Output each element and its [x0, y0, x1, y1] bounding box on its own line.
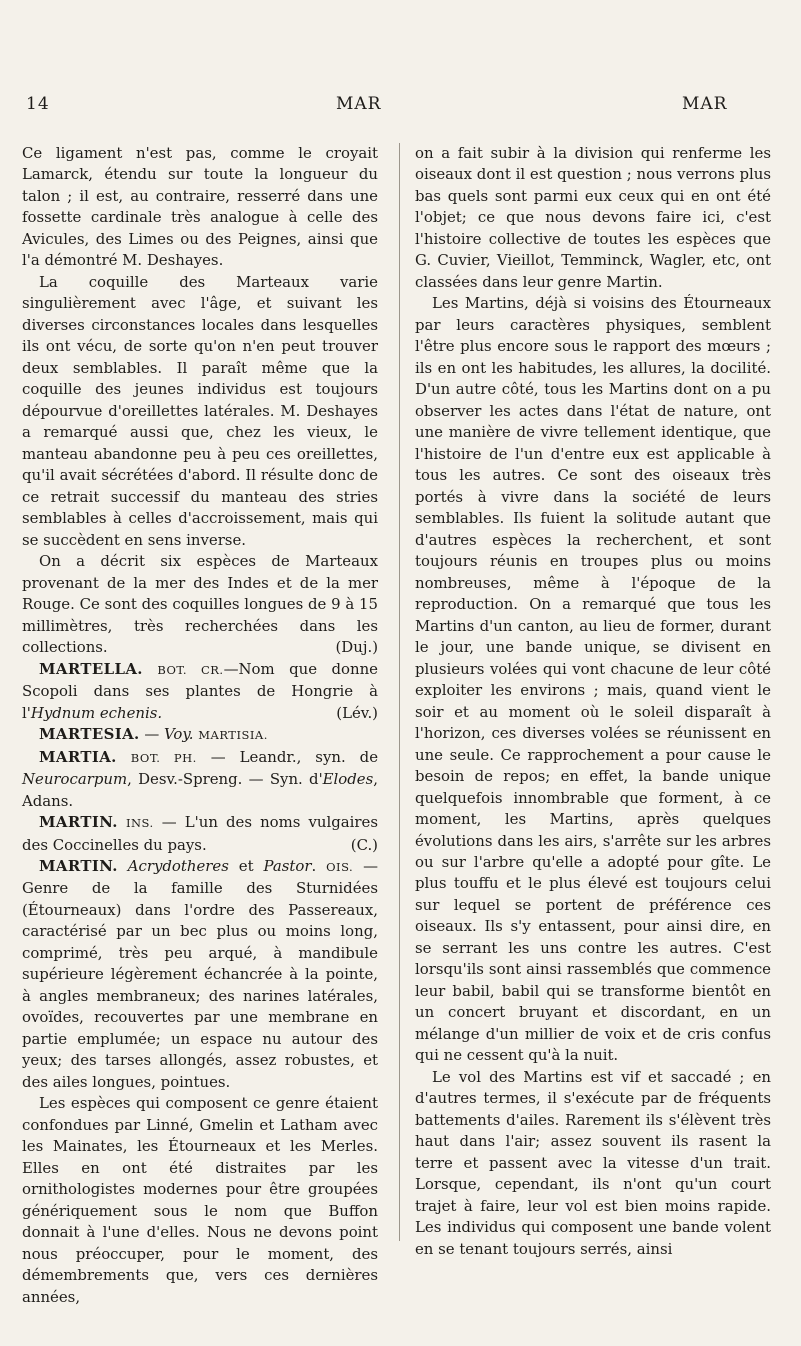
- entry-text: —: [144, 725, 164, 744]
- author-signature: (Duj.): [335, 638, 378, 657]
- entry-italic: Elodes: [322, 770, 374, 789]
- entry-text: — Leandr., syn. de: [210, 747, 379, 766]
- paragraph: Les Martins, déjà si voisins des Étourneaux par leurs caractères physiques, semblent l'être plus encore sous le rapport des mœurs ; ils en ont les habitudes, les allures, la docilité. D'un autre côté, tous les Martins dont on a pu observer les actes dans l'état de nature, ont une manière de vivre tellement identique, que l'histoire de l'un d'entre eux est applicable à tous les autres. Ce sont des oiseaux très portés à vivre dans la société de leurs semblables. Ils fuient la solitude autant que d'autres espèces la recherchent, et sont toujours réunis en troupes plus ou moins nombreuses, même à l'époque de la reproduction. On a remarqué que tous les Martins d'un canton, au lieu de former, durant le jour, une bande unique, se divisent en plusieurs volées qui vont chacune de leur côté exploiter les environs ; mais, quand vient le soir et au moment où le soleil disparaît à l'horizon, ces diverses volées se réunissent en une seule. Ce rapprochement a pour cause le besoin de repos; en effet, la bande unique quelquefois innombrable que forment, à ce moment, les Martins, après quelques évolutions dans les airs, s'arrête sur les arbres ou sur l'arbre qu'elle a adopté pour gîte. Le plus touffu et le plus élevé est toujours celui sur lequel se portent de préférence ces oiseaux. Ils s'y entassent, pour ainsi dire, en se serrant les uns contre les autres. C'est lorsqu'ils sont ainsi rassemblés que commence leur babil, babil qui se transforme bientôt en un concert bruyant et discordant, en un mélange d'un millier de voix et de cris confus qui ne cessent qu'à la nuit.: [415, 294, 771, 1065]
- entry-italic: Neurocarpum: [22, 770, 128, 789]
- entry-headword: MARTIA.: [39, 747, 117, 766]
- column-divider: [399, 143, 400, 1241]
- entry-martin-ois: MARTIN. Acrydotheres et Pastor. OIS. — Genre de la famille des Sturnidées (Étourneaux) dans l'ordre des Passereaux, caractérisé par un bec plus ou moins long, comprimé, très peu arqué, à mandibule supérieure légèrement échancrée à la pointe, à angles membraneux; des narines latérales, ovoïdes, recouvertes par une membrane en partie emplumée; un espace nu autour des yeux; des tarses allongés, assez robustes, et des ailes longues, pointues.: [22, 856, 379, 1091]
- entry-text: , Desv.-Spreng. — Syn. d': [127, 770, 323, 789]
- entry-headword: MARTIN.: [39, 856, 118, 875]
- paragraph: on a fait subir à la division qui renferme les oiseaux dont il est question ; nous verrons plus bas quels sont parmi eux ceux qui en ont été l'objet; ce que nous devons faire ici, c'est l'histoire collective de toutes les espèces que G. Cuvier, Vieillot, Temminck, Wagler, etc, ont classées dans leur genre Martin.: [415, 144, 771, 291]
- page-header: [24, 94, 767, 118]
- paragraph: Ce ligament n'est pas, comme le croyait Lamarck, étendu sur toute la longueur du talon ; il est, au contraire, resserré dans une fossette cardinale très analogue à celle des Avicules, des Limes ou des Peignes, ainsi que l'a démontré M. Deshayes.: [22, 144, 378, 270]
- running-head-right: MAR: [682, 94, 728, 114]
- entry-martin-ins: [22, 812, 378, 856]
- entry-italic: Acrydotheres: [127, 856, 229, 875]
- entry-text: —Nom que donne Scopoli dans ses plantes de Hongrie à l': [22, 659, 378, 722]
- entry-headword: MARTIN.: [39, 813, 118, 832]
- page-number: 14: [26, 94, 50, 114]
- entry-text: , Adans.: [22, 770, 378, 810]
- entry-category: BOT. CR.: [157, 662, 224, 677]
- entry-reference: MARTISIA.: [198, 728, 268, 743]
- entry-martesia: [22, 724, 378, 746]
- paragraph: La coquille des Marteaux varie singulièrement avec l'âge, et suivant les diverses circonstances locales dans lesquelles ils ont vécu, de sorte qu'on n'en peut trouver deux semblables. Il paraît même que la coquille des jeunes individus est toujours dépourvue d'oreillettes latérales. M. Deshayes a remarqué aussi que, chez les vieux, le manteau abandonne peu à peu ces oreillettes, qu'il avait sécrétées d'abord. Il résulte donc de ce retrait successif du manteau des stries semblables à celles d'accroissement, mais qui se succèdent en sens inverse.: [22, 272, 378, 549]
- entry-italic: Hydnum echenis.: [30, 703, 163, 722]
- right-column: [415, 143, 771, 1260]
- entry-text: — Genre de la famille des Sturnidées (Étourneaux) dans l'ordre des Passereaux, caractérisé par un bec plus ou moins long, comprimé, très peu arqué, à mandibule supérieure légèrement échancrée à la pointe, à angles membraneux; des narines latérales, ovoïdes, recouvertes par une membrane en partie emplumée; un espace nu autour des yeux; des tarses allongés, assez robustes, et des ailes longues, pointues.: [22, 856, 379, 1091]
- running-head-left: MAR: [336, 94, 382, 114]
- entry-headword: MARTELLA.: [39, 659, 143, 678]
- entry-category: BOT. PH.: [130, 750, 197, 765]
- author-signature: (C.): [350, 835, 378, 854]
- entry-martia: [22, 747, 378, 812]
- entry-martella: [22, 659, 378, 724]
- paragraph: Le vol des Martins est vif et saccadé ; en d'autres termes, il s'exécute par de fréquents battements d'ailes. Rarement ils s'élèvent très haut dans l'air; assez souvent ils rasent la terre et passent avec la vitesse d'un trait. Lorsque, cependant, ils n'ont qu'un court trajet à faire, leur vol est bien moins rapide. Les individus qui composent une bande volent en se tenant toujours serrés, ainsi: [415, 1067, 771, 1258]
- paragraph-text: On a décrit six espèces de Marteaux provenant de la mer des Indes et de la mer Rouge. Ce sont des coquilles longues de 9 à 15 millimètres, très recherchées dans les collections.: [22, 552, 378, 657]
- entry-category: INS.: [125, 816, 154, 831]
- paragraph: [22, 551, 378, 658]
- entry-text: et: [228, 856, 264, 875]
- entry-italic: Voy.: [164, 725, 194, 744]
- author-signature: (Lév.): [336, 703, 378, 722]
- entry-text: — L'un des noms vulgaires des Coccinelles du pays.: [22, 813, 378, 854]
- entry-category: OIS.: [326, 859, 354, 874]
- entry-headword: MARTESIA.: [39, 725, 140, 744]
- left-column: [22, 143, 378, 1308]
- paragraph: Les espèces qui composent ce genre étaient confondues par Linné, Gmelin et Latham avec les Mainates, les Étourneaux et les Merles. Elles en ont été distraites par les ornithologistes modernes pour être groupées génériquement sous le nom que Buffon donnait à l'une d'elles. Nous ne devons point nous préoccuper, pour le moment, des démembrements que, vers ces dernières années,: [22, 1094, 378, 1306]
- entry-italic: Pastor: [263, 856, 312, 875]
